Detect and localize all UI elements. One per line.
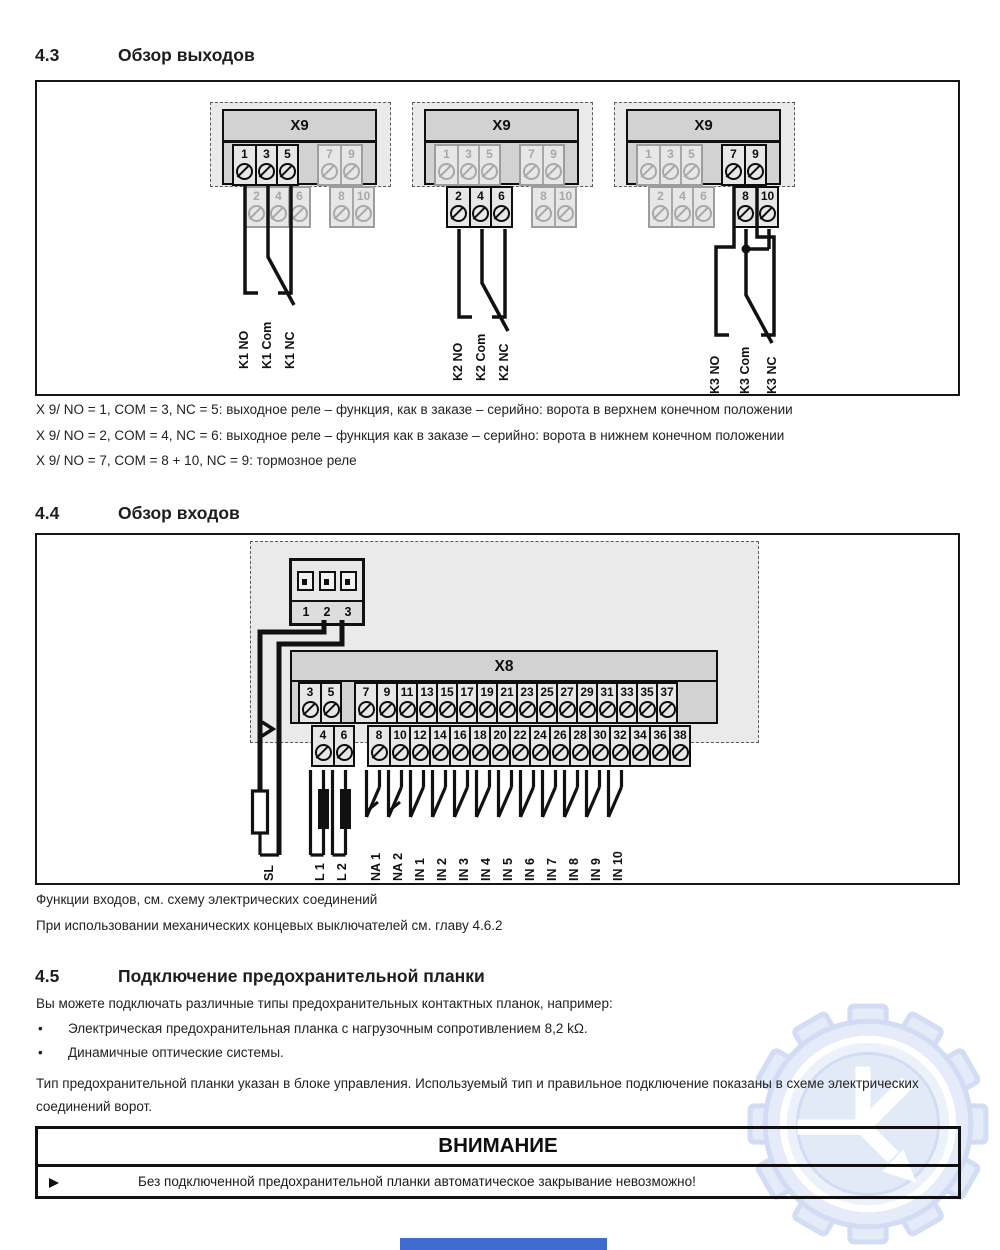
paragraph: Тип предохранительной планки указан в блоке управления. Используемый тип и правильное подключение показаны в схеме электрических соединений ворот.: [36, 1076, 919, 1114]
plug-connector: [289, 558, 365, 626]
screw-icon: [236, 163, 253, 180]
terminal-3: [457, 146, 478, 184]
warning-body: [38, 1167, 958, 1196]
screw-icon: [358, 701, 375, 718]
screw-icon: [493, 205, 510, 222]
x9-relay3-diagram: [609, 97, 804, 397]
terminal-number: 12: [413, 728, 427, 742]
input-label: IN 3: [456, 858, 471, 881]
terminal-number: 10: [558, 189, 573, 203]
screw-icon: [291, 205, 308, 222]
note-line: При использовании механических концевых выключателей см. главу 4.6.2: [36, 918, 503, 933]
terminal-number: 9: [383, 685, 391, 699]
terminal-5: [276, 146, 297, 184]
section-title: Обзор выходов: [118, 45, 255, 65]
terminal-23: [516, 684, 536, 722]
screw-icon: [662, 163, 679, 180]
screw-icon: [674, 205, 691, 222]
terminal-10: [389, 727, 409, 765]
terminal-6: [490, 188, 511, 226]
terminal-number: 8: [375, 728, 383, 742]
terminal-number: 4: [275, 189, 282, 203]
terminal-group: [232, 144, 299, 186]
wire-label: K2 Com: [474, 333, 488, 381]
terminal-number: 1: [443, 147, 450, 161]
terminal-number: 27: [560, 685, 574, 699]
screw-icon: [432, 744, 449, 761]
terminal-number: 5: [327, 685, 335, 699]
input-label: IN 9: [588, 858, 603, 881]
section-4-4-heading: [35, 503, 895, 527]
terminal-number: 8: [742, 189, 749, 203]
terminal-number: 30: [593, 728, 607, 742]
screw-icon: [619, 701, 636, 718]
terminal-9: [744, 146, 765, 184]
section-4-5-heading: [35, 966, 895, 990]
plug-row: [292, 561, 362, 602]
terminal-7: [319, 146, 340, 184]
terminal-30: [589, 727, 609, 765]
terminal-9: [340, 146, 361, 184]
terminal-10: [554, 188, 575, 226]
terminal-14: [429, 727, 449, 765]
terminal-33: [616, 684, 636, 722]
wire-label: K1 NC: [283, 331, 297, 369]
screw-icon: [523, 163, 540, 180]
terminal-19: [476, 684, 496, 722]
terminal-number: 4: [319, 728, 327, 742]
screw-icon: [392, 744, 409, 761]
screw-icon: [640, 163, 657, 180]
screw-icon: [459, 701, 476, 718]
screw-icon: [737, 205, 754, 222]
screw-icon: [499, 701, 516, 718]
terminal-8: [369, 727, 389, 765]
terminal-number: 9: [348, 147, 355, 161]
terminal-8: [735, 188, 756, 226]
terminal-number: 5: [688, 147, 695, 161]
screw-icon: [321, 163, 338, 180]
input-label: IN 1: [412, 858, 427, 881]
figure-outputs-overview: [35, 80, 960, 396]
wire-label: K1 NO: [237, 330, 251, 369]
screw-icon: [379, 701, 396, 718]
terminal-number: 15: [440, 685, 454, 699]
x9-label-bar: X9: [626, 109, 781, 142]
screw-icon: [371, 744, 388, 761]
warning-title: ВНИМАНИЕ: [38, 1129, 958, 1167]
terminal-number: 3: [667, 147, 674, 161]
terminal-number: 6: [340, 728, 348, 742]
terminal-group: [317, 144, 363, 186]
screw-icon: [632, 744, 649, 761]
terminal-35: [636, 684, 656, 722]
wire-label: K1 Com: [260, 321, 274, 369]
x8-label-bar: X8: [290, 650, 718, 683]
terminal-number: 10: [356, 189, 371, 203]
terminal-number: 36: [653, 728, 667, 742]
input-label: IN 2: [434, 858, 449, 881]
terminal-6: [692, 188, 713, 226]
terminal-number: 1: [241, 147, 248, 161]
terminal-4: [313, 727, 333, 765]
terminal-number: 33: [620, 685, 634, 699]
terminal-number: 5: [486, 147, 493, 161]
terminal-25: [536, 684, 556, 722]
terminal-number: 3: [465, 147, 472, 161]
terminal-number: 14: [433, 728, 447, 742]
terminal-group: [531, 186, 577, 228]
terminal-number: 22: [513, 728, 527, 742]
terminal-4: [671, 188, 692, 226]
bullet-item: [38, 1021, 588, 1036]
terminal-7: [521, 146, 542, 184]
footer-accent-bar: [400, 1238, 607, 1250]
terminal-9: [542, 146, 563, 184]
terminal-group: [298, 682, 342, 724]
plug-contact-icon: [319, 571, 336, 591]
terminal-number: 3: [263, 147, 270, 161]
screw-icon: [557, 205, 574, 222]
screw-icon: [481, 163, 498, 180]
screw-icon: [438, 163, 455, 180]
screw-icon: [279, 163, 296, 180]
x9-relay1-diagram: [205, 97, 400, 397]
note-line: X 9/ NO = 2, COM = 4, NC = 6: выходное реле – функция как в заказе – серийно: ворота в нижнем конечном положении: [36, 428, 785, 443]
screw-icon: [452, 744, 469, 761]
terminal-24: [529, 727, 549, 765]
screw-icon: [539, 701, 556, 718]
terminal-number: 35: [640, 685, 654, 699]
terminal-number: 7: [362, 685, 370, 699]
terminal-number: 11: [400, 685, 414, 699]
screw-icon: [747, 163, 764, 180]
terminal-1: [436, 146, 457, 184]
terminal-number: 3: [306, 685, 314, 699]
terminal-18: [469, 727, 489, 765]
input-label: NA 2: [391, 852, 405, 881]
terminal-10: [352, 188, 373, 226]
screw-icon: [472, 744, 489, 761]
wire-label: K2 NO: [451, 342, 465, 381]
screw-icon: [355, 205, 372, 222]
terminal-7: [723, 146, 744, 184]
wire-label: K3 NO: [708, 355, 722, 394]
wire-label: K3 NC: [765, 356, 779, 394]
terminal-22: [509, 727, 529, 765]
input-label: IN 6: [522, 858, 537, 881]
screw-icon: [323, 701, 340, 718]
terminal-number: 21: [500, 685, 514, 699]
terminal-number: 6: [296, 189, 303, 203]
terminal-6: [288, 188, 309, 226]
terminal-number: 2: [657, 189, 664, 203]
gear-logo-watermark: [742, 998, 994, 1250]
terminal-17: [456, 684, 476, 722]
terminal-group: [311, 725, 355, 767]
input-label: IN 5: [500, 858, 515, 881]
terminal-number: 7: [326, 147, 333, 161]
input-label: SL: [262, 865, 276, 881]
plug-numbers: [292, 602, 362, 623]
terminal-8: [533, 188, 554, 226]
section-number: 4.5: [35, 966, 60, 986]
screw-icon: [599, 701, 616, 718]
plug-number: 3: [344, 605, 352, 619]
terminal-number: 18: [473, 728, 487, 742]
section-title: Обзор входов: [118, 503, 240, 523]
terminal-number: 10: [760, 189, 775, 203]
terminal-20: [489, 727, 509, 765]
terminal-number: 34: [633, 728, 647, 742]
screw-icon: [639, 701, 656, 718]
terminal-group: [636, 144, 703, 186]
screw-icon: [479, 701, 496, 718]
terminal-28: [569, 727, 589, 765]
terminal-2: [448, 188, 469, 226]
screw-icon: [695, 205, 712, 222]
terminal-group: [446, 186, 513, 228]
terminal-number: 8: [540, 189, 547, 203]
input-label: IN 8: [566, 858, 581, 881]
terminal-37: [656, 684, 676, 722]
terminal-38: [669, 727, 689, 765]
terminal-number: 7: [730, 147, 737, 161]
terminal-3: [255, 146, 276, 184]
input-label: IN 10: [610, 851, 625, 881]
terminal-number: 4: [477, 189, 484, 203]
input-label: L 2: [335, 863, 349, 881]
input-label: IN 4: [478, 858, 493, 881]
warning-arrow-icon: [49, 1178, 59, 1188]
terminal-group: [244, 186, 311, 228]
section-title: Подключение предохранительной планки: [118, 966, 485, 986]
terminal-number: 16: [453, 728, 467, 742]
screw-icon: [612, 744, 629, 761]
input-label: IN 7: [544, 858, 559, 881]
terminal-16: [449, 727, 469, 765]
terminal-15: [436, 684, 456, 722]
terminal-group: [648, 186, 715, 228]
terminal-number: 31: [600, 685, 614, 699]
screw-icon: [270, 205, 287, 222]
screw-icon: [683, 163, 700, 180]
terminal-2: [246, 188, 267, 226]
screw-icon: [512, 744, 529, 761]
terminal-number: 5: [284, 147, 291, 161]
screw-icon: [545, 163, 562, 180]
terminal-number: 25: [540, 685, 554, 699]
screw-icon: [399, 701, 416, 718]
screw-icon: [419, 701, 436, 718]
input-label: L 1: [313, 863, 327, 881]
terminal-4: [267, 188, 288, 226]
terminal-8: [331, 188, 352, 226]
terminal-1: [234, 146, 255, 184]
screw-icon: [343, 163, 360, 180]
terminal-number: 10: [393, 728, 407, 742]
wire-label: K3 Com: [738, 346, 752, 394]
terminal-27: [556, 684, 576, 722]
x9-label-bar: X9: [424, 109, 579, 142]
terminal-number: 19: [480, 685, 494, 699]
section-number: 4.3: [35, 45, 60, 65]
terminal-number: 2: [455, 189, 462, 203]
terminal-number: 2: [253, 189, 260, 203]
terminal-group: [733, 186, 779, 228]
terminal-number: 32: [613, 728, 627, 742]
screw-icon: [659, 701, 676, 718]
plug-number: 2: [323, 605, 331, 619]
x9-relay2-diagram: [407, 97, 602, 397]
terminal-5: [478, 146, 499, 184]
terminal-9: [376, 684, 396, 722]
screw-icon: [725, 163, 742, 180]
screw-icon: [315, 744, 332, 761]
terminal-6: [333, 727, 353, 765]
screw-icon: [302, 701, 319, 718]
terminal-36: [649, 727, 669, 765]
terminal-number: 24: [533, 728, 547, 742]
terminal-3: [300, 684, 320, 722]
terminal-number: 7: [528, 147, 535, 161]
screw-icon: [450, 205, 467, 222]
terminal-number: 29: [580, 685, 594, 699]
intro-text: Вы можете подключать различные типы предохранительных контактных планок, например:: [36, 996, 613, 1011]
terminal-group: [721, 144, 767, 186]
screw-icon: [592, 744, 609, 761]
terminal-number: 26: [553, 728, 567, 742]
terminal-number: 6: [700, 189, 707, 203]
terminal-26: [549, 727, 569, 765]
screw-icon: [759, 205, 776, 222]
screw-icon: [460, 163, 477, 180]
screw-icon: [532, 744, 549, 761]
x9-label-bar: X9: [222, 109, 377, 142]
screw-icon: [652, 205, 669, 222]
plug-contact-icon: [340, 571, 357, 591]
screw-icon: [559, 701, 576, 718]
terminal-5: [320, 684, 340, 722]
terminal-32: [609, 727, 629, 765]
terminal-group: [434, 144, 501, 186]
terminal-number: 9: [550, 147, 557, 161]
warning-text: Без подключенной предохранительной планки автоматическое закрывание невозможно!: [138, 1174, 696, 1189]
input-label: NA 1: [369, 852, 383, 881]
terminal-number: 37: [660, 685, 674, 699]
terminal-number: 20: [493, 728, 507, 742]
screw-icon: [248, 205, 265, 222]
terminal-group: [367, 725, 691, 767]
terminal-3: [659, 146, 680, 184]
terminal-number: 9: [752, 147, 759, 161]
plug-number: 1: [302, 605, 310, 619]
terminal-number: 23: [520, 685, 534, 699]
terminal-number: 1: [645, 147, 652, 161]
screw-icon: [258, 163, 275, 180]
bullet-text: Электрическая предохранительная планка с нагрузочным сопротивлением 8,2 kΩ.: [68, 1021, 588, 1036]
bullet-item: [38, 1045, 284, 1060]
terminal-number: 13: [420, 685, 434, 699]
plug-contact-icon: [297, 571, 314, 591]
terminal-7: [356, 684, 376, 722]
screw-icon: [579, 701, 596, 718]
terminal-number: 8: [338, 189, 345, 203]
bullet-text: Динамичные оптические системы.: [68, 1045, 284, 1060]
terminal-5: [680, 146, 701, 184]
screw-icon: [412, 744, 429, 761]
terminal-group: [354, 682, 678, 724]
screw-icon: [472, 205, 489, 222]
terminal-number: 28: [573, 728, 587, 742]
terminal-1: [638, 146, 659, 184]
note-line: Функции входов, см. схему электрических соединений: [36, 892, 378, 907]
terminal-group: [329, 186, 375, 228]
terminal-number: 6: [498, 189, 505, 203]
terminal-29: [576, 684, 596, 722]
terminal-12: [409, 727, 429, 765]
screw-icon: [672, 744, 689, 761]
terminal-31: [596, 684, 616, 722]
screw-icon: [652, 744, 669, 761]
note-line: X 9/ NO = 1, COM = 3, NC = 5: выходное реле – функция, как в заказе – серийно: ворота в верхнем конечном положении: [36, 402, 793, 417]
terminal-4: [469, 188, 490, 226]
terminal-number: 17: [460, 685, 474, 699]
screw-icon: [439, 701, 456, 718]
terminal-13: [416, 684, 436, 722]
figure-inputs-overview: [35, 533, 960, 885]
screw-icon: [552, 744, 569, 761]
bullet-icon: •: [38, 1045, 43, 1060]
terminal-number: 38: [673, 728, 687, 742]
section-number: 4.4: [35, 503, 60, 523]
screw-icon: [336, 744, 353, 761]
note-line: X 9/ NO = 7, COM = 8 + 10, NC = 9: тормозное реле: [36, 453, 357, 468]
terminal-10: [756, 188, 777, 226]
bullet-icon: •: [38, 1021, 43, 1036]
screw-icon: [333, 205, 350, 222]
wire-label: K2 NC: [497, 343, 511, 381]
warning-box: [35, 1126, 961, 1199]
terminal-21: [496, 684, 516, 722]
screw-icon: [535, 205, 552, 222]
terminal-2: [650, 188, 671, 226]
screw-icon: [492, 744, 509, 761]
terminal-number: 4: [679, 189, 686, 203]
screw-icon: [519, 701, 536, 718]
terminal-group: [519, 144, 565, 186]
terminal-11: [396, 684, 416, 722]
screw-icon: [572, 744, 589, 761]
terminal-34: [629, 727, 649, 765]
section-4-3-heading: [35, 45, 895, 69]
